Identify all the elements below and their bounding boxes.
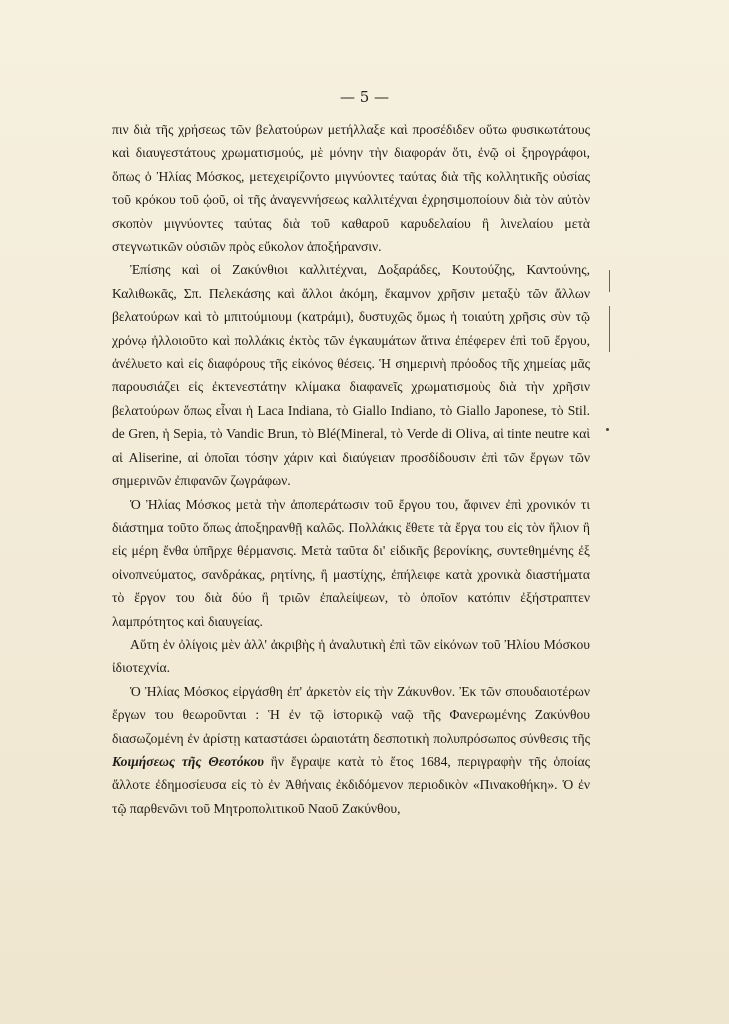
margin-line-mark — [609, 306, 610, 352]
page-number: — 5 — — [339, 88, 390, 106]
margin-dot-mark — [606, 428, 609, 431]
paragraph-3: Ὁ Ἠλίας Μόσκος μετὰ τὴν ἀποπεράτωσιν τοῦ ἔργου του, ἄφινεν ἐπὶ χρονικόν τι διάστημα τοῦτο ὅπως ἀποξηρανθῇ καλῶς. Πολλάκις ἔθετε τὰ ἔργα του εἰς τὸν ἥλιον ἢ εἰς μέρη ἔνθα ὑπῆρχε θέρμανσις. Μετὰ ταῦτα δι' εἰδικῆς βερονίκης, συντεθημένης ἐξ οἰνοπνεύματος, σανδράκας, ρητίνης, ἢ μαστίχης, ἐπήλειφε κατὰ χρονικὰ διαστήματα τὸ ἔργον του διὰ δύο ἢ τριῶν ἐπαλείψεων, τὸ ὁποῖον κατόπιν ἐξήστραπτεν λαμπρότητος καὶ διαυγείας. — [112, 496, 590, 629]
paragraph-5-text-after: ἣν ἔγραψε κατὰ τὸ ἔτος 1684, περιγραφὴν τῆς ὁποίας ἄλλοτε ἐδημοσίευσα εἰς τὸ ἐν Ἀθήναις ἐκδιδόμενον περιοδικὸν «Πινακοθήκη». Ὁ ἐν τῷ παρθενῶνι τοῦ Μητροπολιτικοῦ Ναοῦ Ζακύνθου, — [112, 753, 590, 816]
paragraph-5 — [112, 680, 590, 820]
artwork-title: Κοιμήσεως τῆς Θεοτόκου — [112, 753, 264, 769]
paragraph-5-text-before: Ὁ Ἠλίας Μόσκος εἰργάσθη ἐπ' ἀρκετὸν εἰς τὴν Ζάκυνθον. Ἐκ τῶν σπουδαιοτέρων ἔργων του θεωροῦνται : Ἡ ἐν τῷ ἱστορικῷ ναῷ τῆς Φανερωμένης Ζακύνθου διασωζομένη ἐν ἀρίστῃ καταστάσει ὡραιοτάτη δεσποτικὴ πολυπρόσωπος σύνθεσις τῆς — [112, 683, 590, 746]
margin-line-mark — [609, 270, 610, 292]
paragraph-2: Ἐπίσης καὶ οἱ Ζακύνθιοι καλλιτέχναι, Δοξαράδες, Κουτούζης, Καντούνης, Καλιθωκᾶς, Σπ. Πελεκάσης καὶ ἄλλοι ἀκόμη, ἔκαμνον χρῆσιν μεταξὺ τῶν ἄλλων βελατούρων καὶ τὸ μπιτούμιουμ (κατράμι), δυστυχῶς ὅμως ἡ τοιαύτη χρῆσις σὺν τῷ χρόνῳ ἠλλοιοῦτο καὶ πολλάκις ἐκτὸς τῶν ἐγκαυμάτων ἅτινα ἐπέφερεν ἐπὶ τοῦ ἔργου, ἀνέλυετο καὶ εἰς διαφόρους τῆς εἰκόνος θέσεις. Ἡ σημερινὴ πρόοδος τῆς χημείας μᾶς παρουσιάζει εἰς ἐκτενεστάτην κλίμακα διαφανεῖς χρωματισμοὺς διὰ τὴν χρῆσιν βελατούρων ὅπως εἶναι ἡ Laca Indiana, τὸ Giallo Indiano, τὸ Giallo Japonese, τὸ Stil. de Gren, ἡ Sepia, τὸ Vandic Brun, τὸ Blé(Mineral, τὸ Verde di Oliva, αἱ tinte neutre καὶ αἱ Aliserine, αἱ ὁποῖαι τόσην χάριν καὶ διαύγειαν προσδίδουσιν ἐπὶ τῶν ἔργων τῶν σημερινῶν ἐπιφανῶν ζωγράφων. — [112, 262, 590, 489]
paragraph-4: Αὕτη ἐν ὀλίγοις μὲν ἀλλ' ἀκριβὴς ἡ ἀναλυτικὴ ἐπὶ τῶν εἰκόνων τοῦ Ἠλίου Μόσκου ἰδιοτεχνία. — [112, 636, 590, 676]
paragraph-1: πιν διὰ τῆς χρήσεως τῶν βελατούρων μετήλλαξε καὶ προσέδιδεν οὕτω φυσικωτάτους καὶ διαυγεστάτους χρωματισμούς, μὲ μόνην τὴν διαφοράν ὅτι, ἐνῷ οἱ ξηρογράφοι, ὅπως ὁ Ἠλίας Μόσκος, μετεχειρίζοντο μιγνύοντες ταύτας διὰ τῆς κολλητικῆς οὐσίας τοῦ κρόκου τοῦ ᾠοῦ, οἱ τῆς ἀναγεννήσεως καλλιτέχναι ἐχρησιμοποίουν διὰ τὸν αὐτὸν σκοπὸν μιγνύοντες ταύτας διὰ τοῦ καθαροῦ καρυδελαίου ἢ λινελαίου μετὰ στεγνωτικῶν οὐσιῶν πρὸς εὔκολον ἀποξήρανσιν. — [112, 122, 590, 255]
body-text — [112, 118, 590, 820]
